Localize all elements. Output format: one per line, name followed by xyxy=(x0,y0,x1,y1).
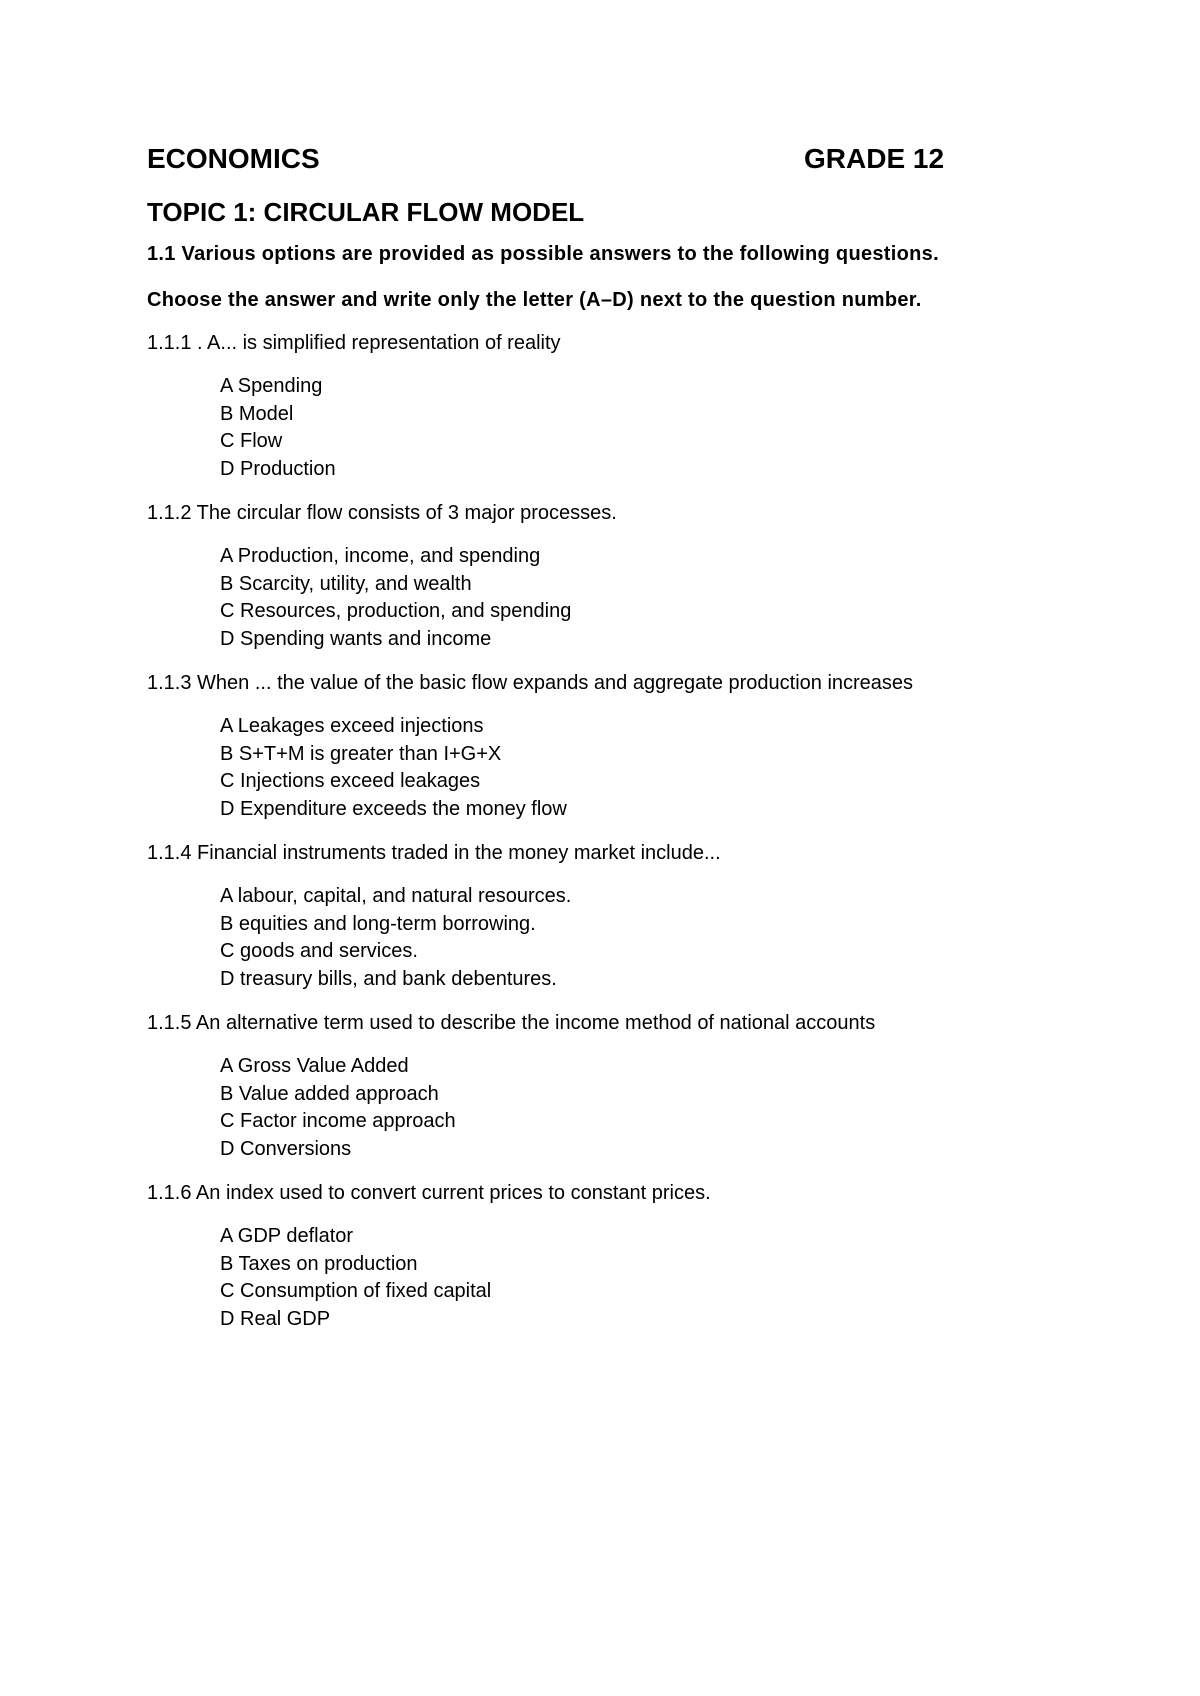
answer-options xyxy=(220,1223,1047,1333)
option-d: D treasury bills, and bank debentures. xyxy=(220,967,557,990)
option-d: D Real GDP xyxy=(220,1307,331,1330)
option-d: D Spending wants and income xyxy=(220,627,492,650)
option-a: A Spending xyxy=(220,375,323,397)
option-b: B equities and long-term borrowing. xyxy=(220,912,536,935)
question-text: 1.1.3 When ... the value of the basic flow expands and aggregate production increases xyxy=(147,672,914,694)
question-1-1-4 xyxy=(147,840,1047,993)
question-1-1-1 xyxy=(147,330,1047,483)
option-a: A labour, capital, and natural resources. xyxy=(220,885,572,907)
option-a: A Leakages exceed injections xyxy=(220,715,484,737)
answer-options xyxy=(220,543,1047,653)
question-text: 1.1.2 The circular flow consists of 3 major processes. xyxy=(147,502,617,524)
question-text: 1.1.4 Financial instruments traded in the money market include... xyxy=(147,842,721,864)
answer-options xyxy=(220,713,1047,823)
question-text: 1.1.1 . A... is simplified representation of reality xyxy=(147,332,561,354)
option-b: B Taxes on production xyxy=(220,1252,418,1275)
option-a: A Gross Value Added xyxy=(220,1055,409,1077)
option-b: B S+T+M is greater than I+G+X xyxy=(220,742,502,765)
page-header xyxy=(147,143,1047,179)
question-1-1-5 xyxy=(147,1010,1047,1163)
option-c: C Resources, production, and spending xyxy=(220,600,572,622)
option-a: A Production, income, and spending xyxy=(220,545,541,567)
question-text: 1.1.6 An index used to convert current prices to constant prices. xyxy=(147,1182,711,1204)
option-c: C goods and services. xyxy=(220,940,418,962)
option-c: C Consumption of fixed capital xyxy=(220,1280,492,1302)
worksheet-page xyxy=(147,143,1047,1333)
instruction-line-2: Choose the answer and write only the letter (A–D) next to the question number. xyxy=(147,289,922,311)
option-c: C Flow xyxy=(220,430,283,452)
question-text: 1.1.5 An alternative term used to describe the income method of national accounts xyxy=(147,1012,876,1034)
option-d: D Conversions xyxy=(220,1137,352,1160)
subject-title: ECONOMICS xyxy=(147,143,320,174)
option-d: D Production xyxy=(220,457,336,480)
option-b: B Scarcity, utility, and wealth xyxy=(220,572,472,595)
option-a: A GDP deflator xyxy=(220,1225,354,1247)
option-d: D Expenditure exceeds the money flow xyxy=(220,797,567,820)
question-1-1-3 xyxy=(147,670,1047,823)
question-1-1-2 xyxy=(147,500,1047,653)
option-c: C Injections exceed leakages xyxy=(220,770,481,792)
answer-options xyxy=(220,883,1047,993)
question-1-1-6 xyxy=(147,1180,1047,1333)
instruction-line-1: 1.1 Various options are provided as possible answers to the following questions. xyxy=(147,243,939,265)
option-c: C Factor income approach xyxy=(220,1110,456,1132)
option-b: B Value added approach xyxy=(220,1082,439,1105)
grade-label: GRADE 12 xyxy=(804,143,945,174)
topic-heading: TOPIC 1: CIRCULAR FLOW MODEL xyxy=(147,197,585,227)
option-b: B Model xyxy=(220,402,294,425)
answer-options xyxy=(220,1053,1047,1163)
answer-options xyxy=(220,373,1047,483)
